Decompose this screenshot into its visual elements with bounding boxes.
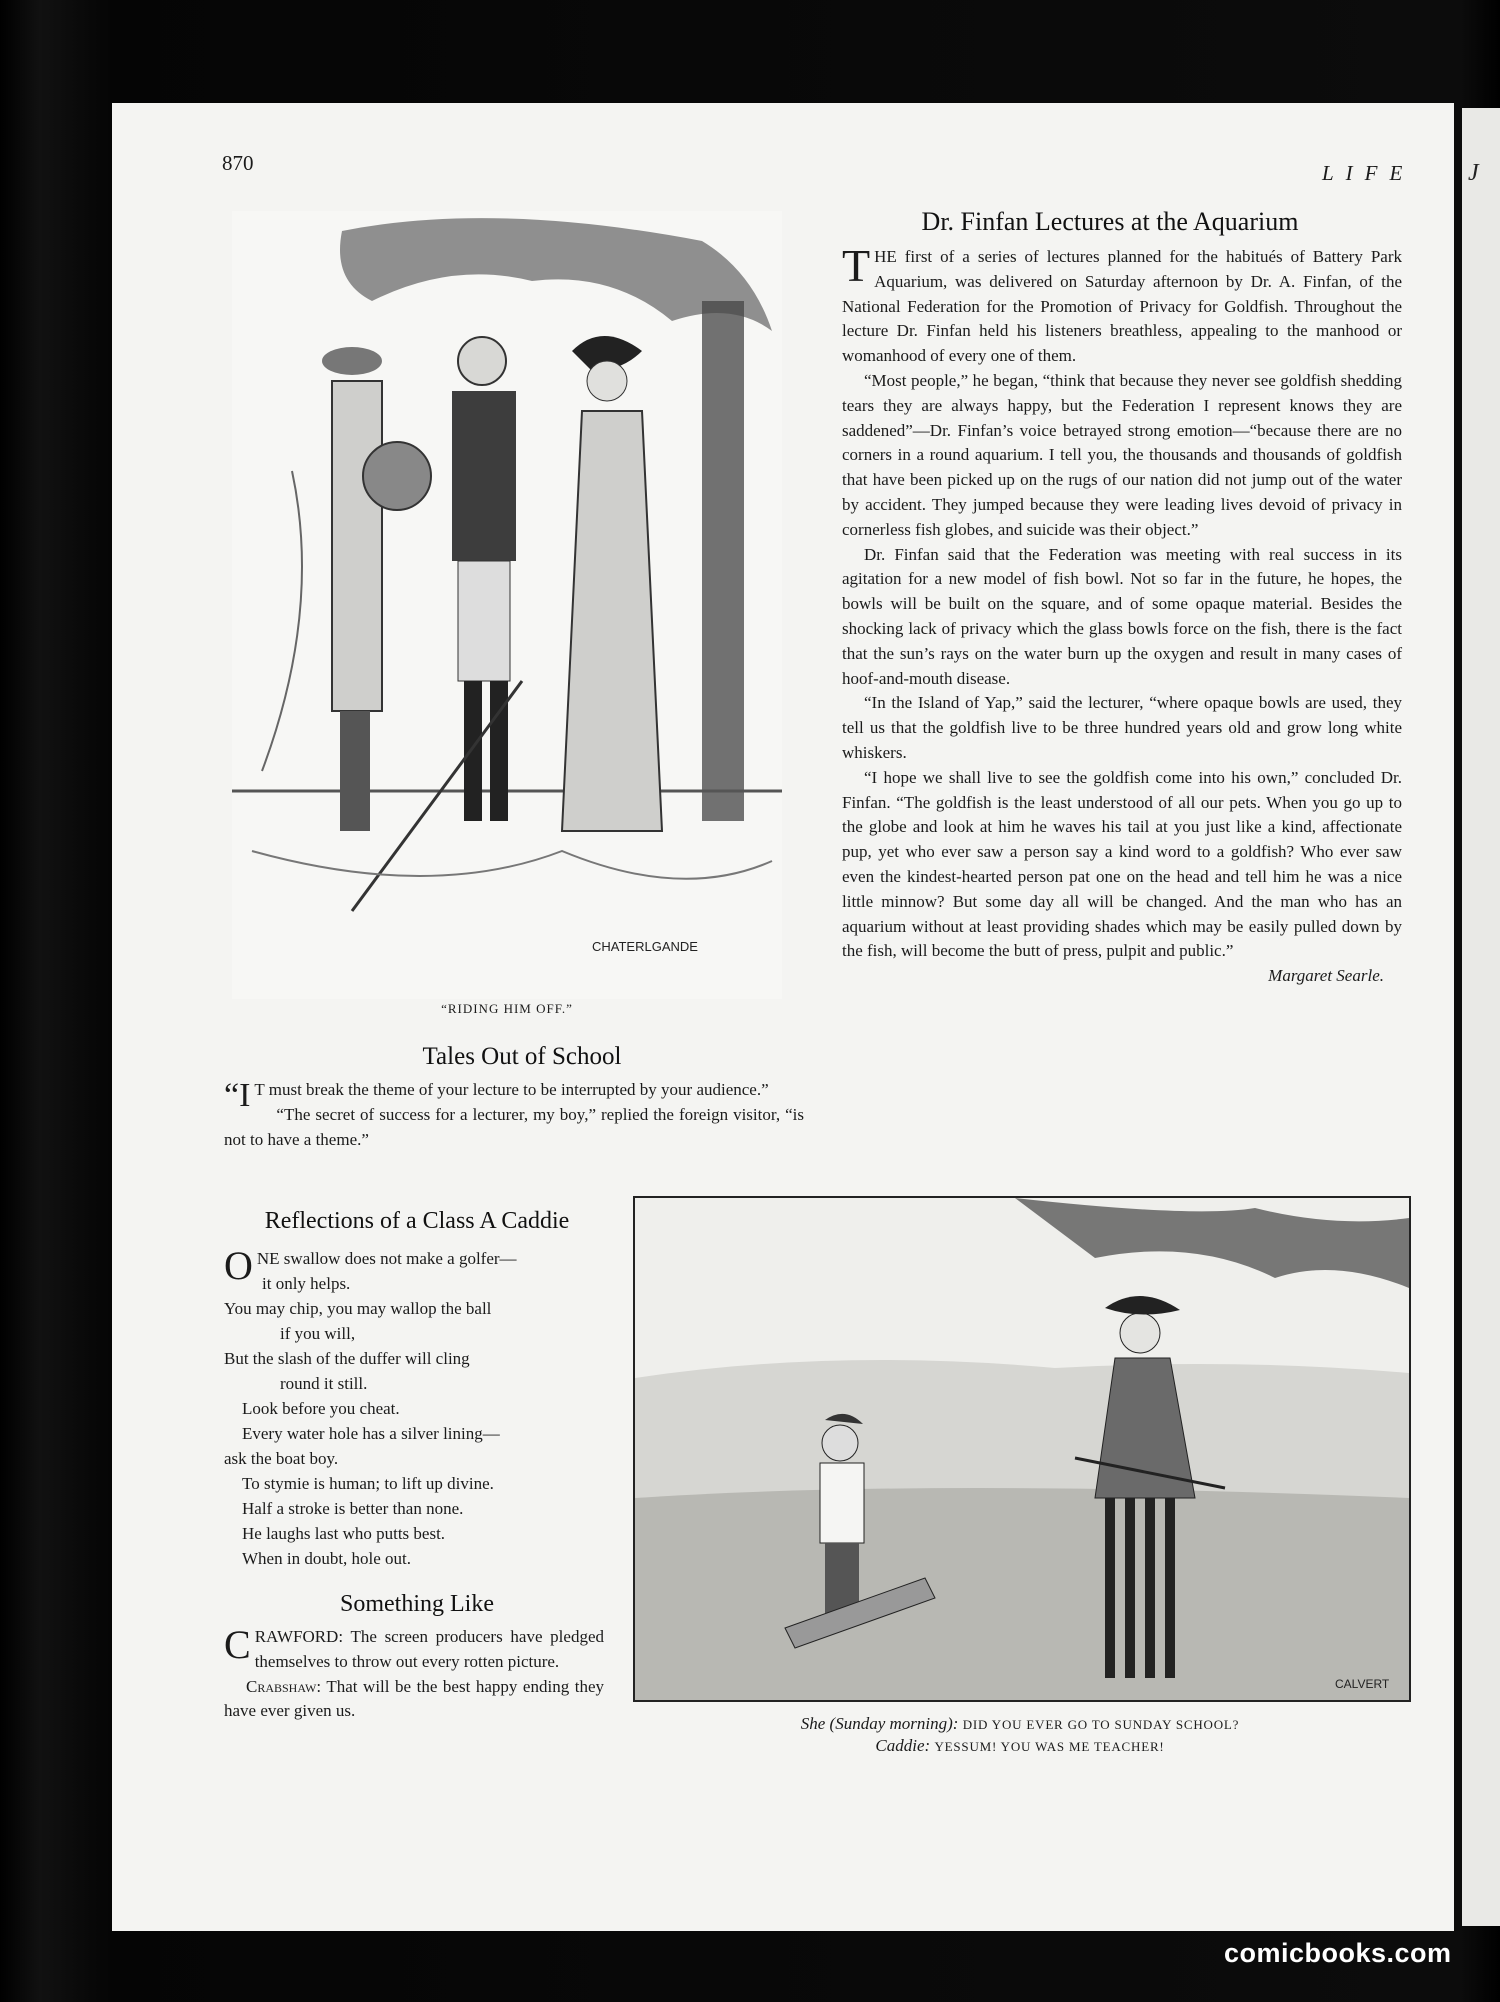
caddie-drawing	[635, 1198, 1409, 1700]
next-page-letter: J	[1468, 160, 1479, 186]
next-page-edge	[1462, 108, 1500, 1926]
caption-text-2: YESSUM! YOU WAS ME TEACHER!	[934, 1739, 1165, 1754]
caption-speaker-2: Caddie:	[875, 1736, 931, 1755]
illustration-drawing	[232, 211, 782, 999]
caption-text-1: DID YOU EVER GO TO SUNDAY SCHOOL?	[962, 1717, 1240, 1732]
lecture-paragraph-2: “Most people,” he began, “think that because they never see goldfish shedding tears they are always happy, but the Federation I represent knows they are saddened”—Dr. Finfan’s voice betrayed strong emotion—“because there are no corners in a round aquarium. I tell you, the thousands and thousands of goldfish that have been picked up on the rugs of our nation did not jump out of the water by accident. They jumped because they were leading lives devoid of privacy in cornerless fish globes, and suicide was their object.”	[842, 370, 1402, 539]
caddie-line-11: Half a stroke is better than none.	[242, 1499, 464, 1518]
page-number: 870	[222, 151, 254, 175]
something-speaker: Crabshaw	[246, 1676, 317, 1696]
caddie-line-5: But the slash of the duffer will cling	[224, 1349, 470, 1368]
caddie-line-3: You may chip, you may wallop the ball	[224, 1299, 492, 1318]
lecture-paragraph-3: Dr. Finfan said that the Federation was meeting with real success in its agitation for a new model of fish bowl. Not so far in the future, he hopes, the bowls will be built on the square, and of some opaque material. Besides the shocking lack of privacy which the glass bowls force on the fish, there is the fact that the sun’s rays on the water burn up the oxygen and result in many cases of hoof-and-mouth disease.	[842, 544, 1402, 688]
something-like-article	[224, 1622, 604, 1724]
tales-paragraph-2: “The secret of success for a lecturer, my boy,” replied the foreign visitor, “is not to have a theme.”	[224, 1104, 804, 1149]
tales-title: Tales Out of School	[422, 1043, 622, 1070]
magazine-page	[112, 103, 1454, 1931]
caddie-line-6: round it still.	[280, 1374, 368, 1393]
lecture-title: Dr. Finfan Lectures at the Aquarium	[921, 207, 1299, 236]
site-watermark: comicbooks.com	[1224, 1938, 1452, 1968]
caption-speaker-1: She (Sunday morning):	[800, 1714, 959, 1733]
running-head: LIFE	[1322, 161, 1415, 185]
riding-him-off-illustration	[232, 211, 782, 999]
caddie-line-7: Look before you cheat.	[242, 1399, 400, 1418]
riding-him-off-caption: “RIDING HIM OFF.”	[441, 1001, 573, 1016]
illustration-signature: CHATERLGANDE	[592, 939, 698, 954]
caddie-illustration	[633, 1196, 1411, 1702]
caddie-line-12: He laughs last who putts best.	[242, 1524, 446, 1543]
caddie-line-9: ask the boat boy.	[224, 1449, 339, 1468]
lecture-author: Margaret Searle.	[1268, 966, 1384, 986]
tales-paragraph-1: T must break the theme of your lecture to be interrupted by your audience.”	[254, 1080, 769, 1099]
something-paragraph-2: : That will be the best happy ending they have ever given us.	[224, 1676, 604, 1721]
tales-article	[224, 1078, 804, 1152]
tales-dropcap: “I	[224, 1077, 251, 1114]
caddie-line-1: NE swallow does not make a golfer—	[256, 1249, 517, 1268]
caddie-caption	[633, 1713, 1407, 1757]
caddie-line-2: it only helps.	[262, 1274, 351, 1293]
caddie-dropcap: O	[224, 1243, 253, 1288]
caddie-line-10: To stymie is human; to lift up divine.	[242, 1474, 494, 1493]
caddie-title: Reflections of a Class A Caddie	[264, 1208, 570, 1234]
caddie-poem	[224, 1243, 614, 1571]
lecture-dropcap: T	[842, 240, 871, 291]
lecture-paragraph-1: HE first of a series of lectures planned for the habitués of Battery Park Aquarium, was delivered on Saturday afternoon by Dr. A. Finfan, of the National Federation for the Promotion of Privacy for Goldfish. Throughout the lecture Dr. Finfan held his listeners breathless, appealing to the manhood or womanhood of every one of them.	[842, 247, 1402, 366]
caddie-illustration-signature: CALVERT	[1335, 1677, 1390, 1691]
something-like-title: Something Like	[340, 1591, 494, 1617]
lecture-paragraph-4: “In the Island of Yap,” said the lecturer, “where opaque bowls are used, they tell us that the goldfish live to be three hundred years old and grow long white whiskers.	[842, 693, 1402, 762]
caddie-line-4: if you will,	[280, 1324, 356, 1343]
something-paragraph-1: RAWFORD: The screen producers have pledged themselves to throw out every rotten picture.	[254, 1627, 604, 1671]
caddie-line-8: Every water hole has a silver lining—	[242, 1424, 500, 1443]
something-dropcap: C	[224, 1622, 251, 1667]
caddie-line-13: When in doubt, hole out.	[242, 1549, 412, 1568]
lecture-article	[842, 240, 1402, 989]
lecture-paragraph-5: “I hope we shall live to see the goldfish come into his own,” concluded Dr. Finfan. “The goldfish is the least understood of all our pets. When you go up to the globe and look at him he waves his tail at you just like a kind, affectionate pup, yet who ever saw a person say a kind word to a goldfish? Who ever saw even the kindest-hearted person pat one on the head and tell him he was a nice little minnow? But some day all will be changed. And the man who has an aquarium without at least providing shades which may be easily pulled down by the fish, will become the butt of press, pulpit and public.”	[842, 767, 1402, 961]
